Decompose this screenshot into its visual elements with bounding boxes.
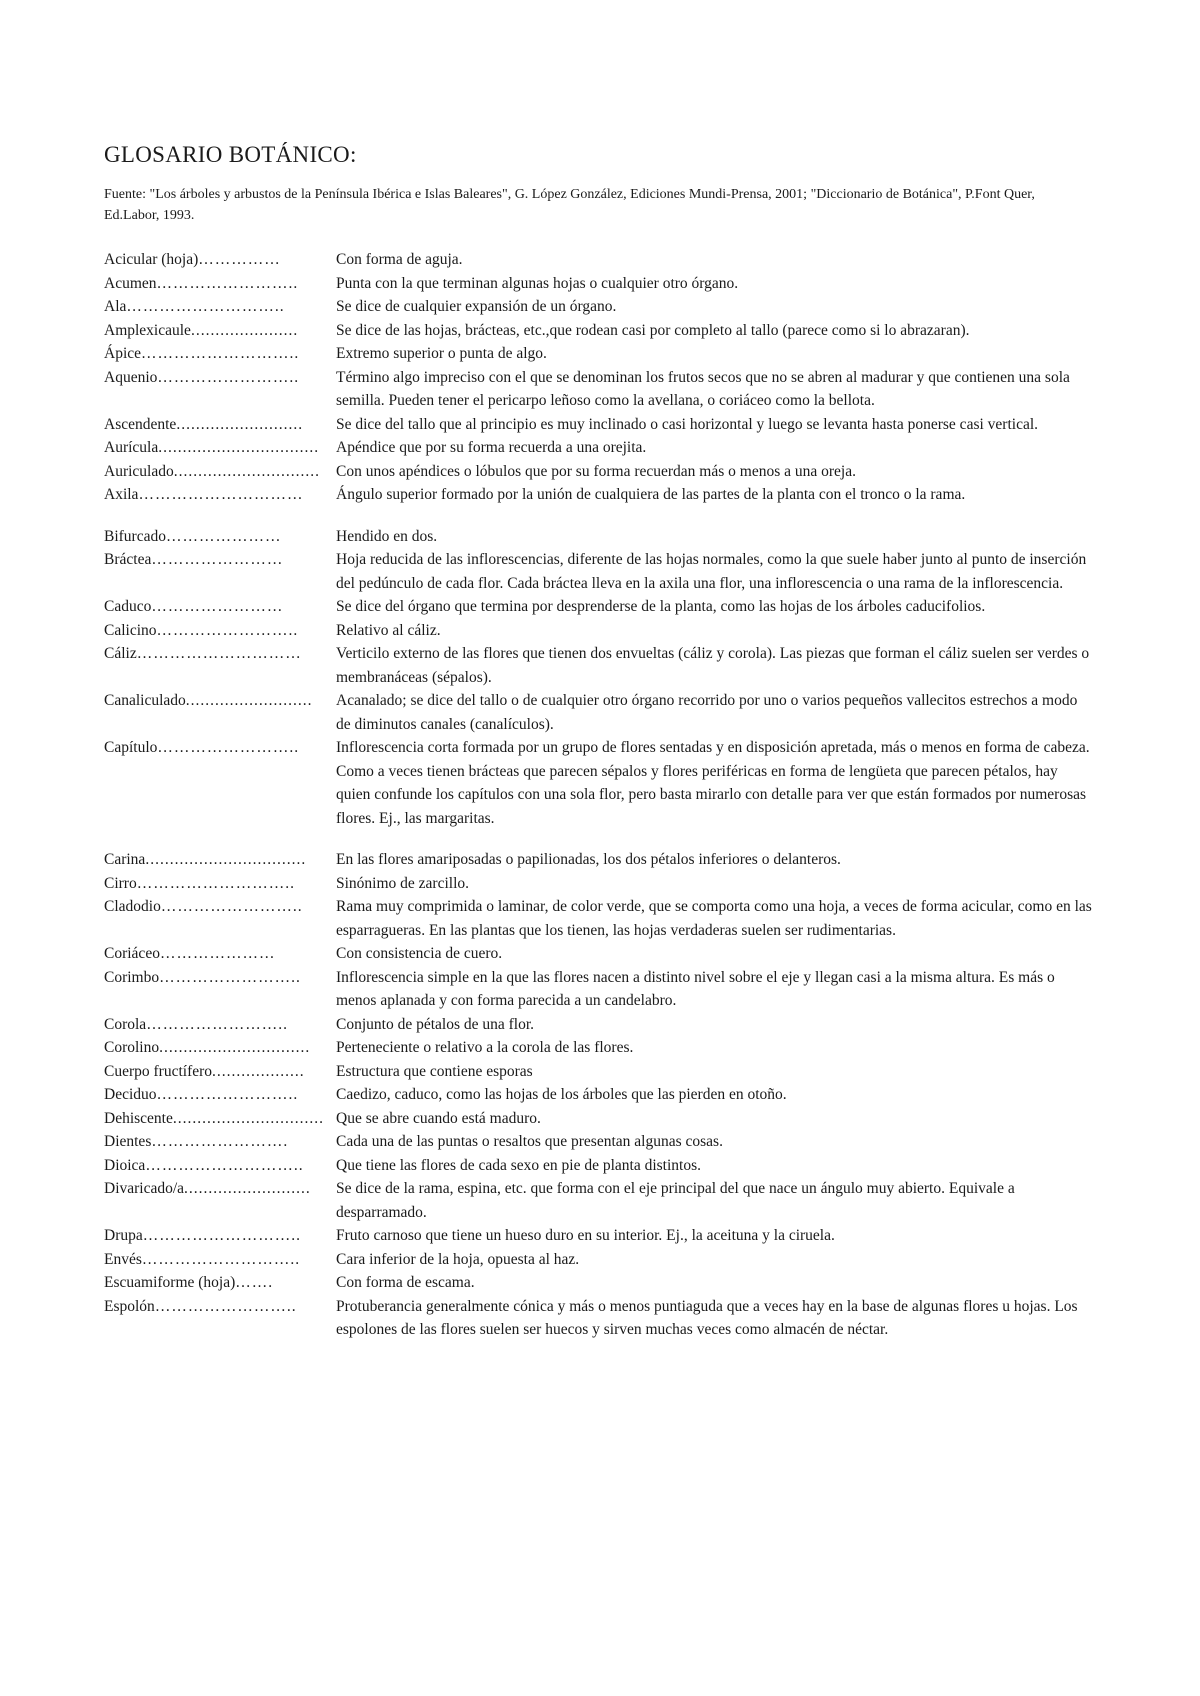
glossary-definition: Con forma de escama. [336,1274,475,1291]
term-leader-dots: ............................... [159,1039,311,1056]
glossary-definition: Verticilo externo de las flores que tienen dos envueltas (cáliz y corola). Las piezas que forman el cáliz suelen ser verdes o membranáceas (sépalos). [336,645,1090,686]
glossary-entry [104,872,1094,896]
glossary-term [104,1130,336,1154]
term-leader-dots: …………………….. [154,1297,297,1315]
glossary-term [104,848,336,872]
glossary-term [104,1036,336,1060]
glossary-definition: Cada una de las puntas o resaltos que presentan algunas cosas. [336,1133,723,1150]
glossary-term [104,895,336,942]
term-name: Auriculado [104,462,174,480]
term-leader-dots: ................................. [145,851,307,868]
term-name: Ascendente [104,415,177,433]
term-leader-dots: …………………….. [156,274,299,292]
term-name: Ápice [104,345,142,362]
glossary-term [104,366,336,413]
term-leader-dots: ………………… [159,945,276,962]
glossary-term [104,1248,336,1272]
term-leader-dots: …………………….. [159,968,301,986]
glossary-definition: En las flores amariposadas o papilionadas, los dos pétalos inferiores o delanteros. [336,851,841,868]
glossary-entry [104,1107,1094,1131]
glossary-definition: Estructura que contiene esporas [336,1062,533,1080]
term-name: Bifurcado [104,527,166,545]
glossary-term [104,966,336,1013]
glossary-term [104,942,336,966]
glossary-term [104,1107,336,1131]
glossary-entry [104,248,1094,272]
term-leader-dots: ……………………….. [145,1156,304,1174]
glossary-entry [104,619,1094,643]
glossary-term [104,1013,336,1037]
glossary-entry [104,736,1094,830]
term-name: Acumen [104,274,157,292]
glossary-definition: Término algo impreciso con el que se denominan los frutos secos que no se abren al madurar y que contienen una sola semilla. Pueden tener el pericarpo leñoso como la avellana, o coriáceo como la bellota. [336,368,1070,409]
glossary-entry [104,1083,1094,1107]
term-leader-dots: ……………………. [151,1133,289,1150]
glossary-entry [104,1224,1094,1248]
glossary-entry [104,460,1094,484]
glossary-term [104,319,336,343]
term-name: Corola [104,1015,147,1033]
glossary-term [104,1060,336,1084]
glossary-entry [104,483,1094,507]
term-name: Cladodio [104,898,161,915]
glossary-entry [104,942,1094,966]
term-name: Dientes [104,1133,152,1150]
source-citation: Fuente: "Los árboles y arbustos de la Península Ibérica e Islas Baleares", G. López González, Ediciones Mundi-Prensa, 2001; "Diccionario de Botánica", P.Font Quer, Ed.Labor, 1993. [104,187,1035,223]
glossary-list [104,248,1094,1342]
glossary-term [104,1224,336,1248]
term-name: Bráctea [104,551,152,568]
term-leader-dots: .......................... [184,1180,311,1197]
term-name: Amplexicaule [104,321,191,339]
glossary-term [104,1271,336,1295]
term-name: Aquenio [104,368,158,386]
glossary-definition: Rama muy comprimida o laminar, de color verde, que se comporta como una hoja, a veces de forma acicular, como en las esparragueras. En las plantas que los tienen, las hojas verdaderas suelen ser rudimentarias. [336,898,1092,939]
glossary-term [104,642,336,689]
term-leader-dots: ………………………… [138,486,304,503]
glossary-entry [104,895,1094,942]
term-name: Ala [104,298,127,315]
term-leader-dots: …………………….. [156,621,299,639]
term-leader-dots: ……………………….. [126,298,285,315]
glossary-term [104,295,336,319]
glossary-definition: Se dice de la rama, espina, etc. que forma con el eje principal del que nace un ángulo muy abierto. Equivale a desparramado. [336,1180,1015,1221]
glossary-definition: Cara inferior de la hoja, opuesta al haz. [336,1250,580,1268]
glossary-definition: Inflorescencia simple en la que las flores nacen a distinto nivel sobre el eje y llegan casi a la misma altura. Es más o menos aplanada y con forma parecida a un candelabro. [336,968,1055,1009]
glossary-term [104,483,336,507]
glossary-definition: Relativo al cáliz. [336,621,441,639]
term-leader-dots: ............................... [172,1109,324,1127]
term-leader-dots: …………………… [151,551,284,568]
term-leader-dots: …………… [198,251,281,268]
glossary-term [104,272,336,296]
glossary-entry [104,319,1094,343]
glossary-definition: Perteneciente o relativo a la corola de las flores. [336,1039,634,1056]
term-name: Drupa [104,1227,143,1244]
term-name: Coriáceo [104,945,160,962]
term-leader-dots: ................... [212,1062,305,1080]
glossary-definition: Conjunto de pétalos de una flor. [336,1015,535,1033]
term-leader-dots: ……………………….. [142,1227,301,1244]
glossary-term [104,548,336,595]
glossary-entry [104,1130,1094,1154]
term-name: Acicular (hoja) [104,251,199,268]
term-name: Divaricado/a [104,1180,185,1197]
glossary-definition: Punta con la que terminan algunas hojas o cualquier otro órgano. [336,274,739,292]
glossary-entry [104,1271,1094,1295]
glossary-term [104,460,336,484]
term-leader-dots: …………………… [151,598,284,615]
glossary-definition: Ángulo superior formado por la unión de cualquiera de las partes de la planta con el tronco o la rama. [336,486,966,503]
glossary-entry [104,1154,1094,1178]
glossary-entry [104,295,1094,319]
glossary-definition: Apéndice que por su forma recuerda a una orejita. [336,439,647,456]
glossary-entry [104,689,1094,736]
glossary-term [104,525,336,549]
glossary-entry [104,642,1094,689]
glossary-entry [104,1177,1094,1224]
glossary-entry [104,272,1094,296]
term-name: Capítulo [104,739,158,756]
term-name: Cáliz [104,645,137,662]
term-name: Corimbo [104,968,160,986]
term-name: Dioica [104,1156,146,1174]
term-leader-dots: …………………….. [156,1086,299,1103]
term-leader-dots: …………………….. [160,898,303,915]
glossary-term [104,248,336,272]
term-name: Canaliculado [104,692,186,709]
term-leader-dots: ………………… [165,527,282,545]
term-leader-dots: …………………….. [157,368,300,386]
term-name: Cuerpo fructífero [104,1062,213,1080]
term-leader-dots: ……………………….. [141,1250,301,1268]
glossary-entry [104,1013,1094,1037]
glossary-definition: Que tiene las flores de cada sexo en pie de planta distintos. [336,1156,701,1174]
term-leader-dots: ……………………….. [136,874,295,892]
glossary-definition: Se dice de cualquier expansión de un órgano. [336,298,617,315]
glossary-definition: Hendido en dos. [336,527,438,545]
term-leader-dots: ………………………… [136,645,302,662]
term-leader-dots: .............................. [173,462,320,480]
glossary-term [104,872,336,896]
term-name: Dehiscente [104,1109,173,1127]
glossary-definition: Con unos apéndices o lóbulos que por su forma recuerdan más o menos a una oreja. [336,462,856,480]
glossary-entry [104,413,1094,437]
term-name: Calicino [104,621,157,639]
term-leader-dots: ……. [235,1274,274,1291]
term-leader-dots: ................................. [158,439,320,456]
glossary-term [104,342,336,366]
glossary-term [104,1177,336,1224]
glossary-definition: Sinónimo de zarcillo. [336,874,470,892]
glossary-term [104,1154,336,1178]
glossary-entry [104,548,1094,595]
glossary-term [104,736,336,830]
term-name: Espolón [104,1297,155,1315]
glossary-entry [104,848,1094,872]
term-leader-dots: ...................... [190,321,299,339]
glossary-term [104,1083,336,1107]
glossary-definition: Con consistencia de cuero. [336,945,503,962]
glossary-term [104,689,336,736]
term-name: Deciduo [104,1086,157,1103]
glossary-entry [104,366,1094,413]
glossary-definition: Extremo superior o punta de algo. [336,345,547,362]
glossary-entry [104,1295,1094,1342]
term-name: Aurícula [104,439,159,456]
glossary-definition: Inflorescencia corta formada por un grupo de flores sentadas y en disposición apretada, más o menos en forma de cabeza. Como a veces tienen brácteas que parecen sépalos y flores periféricas en forma de lengüeta que parecen pétalos, hay quien confunde los capítulos con una sola flor, pero basta mirarlo con detalle para ver que están formados por numerosas flores. Ej., las margaritas. [336,739,1090,827]
glossary-entry [104,1060,1094,1084]
glossary-term [104,595,336,619]
glossary-definition: Caedizo, caduco, como las hojas de los árboles que las pierden en otoño. [336,1086,787,1103]
glossary-definition: Acanalado; se dice del tallo o de cualquier otro órgano recorrido por uno o varios pequeños vallecitos estrechos a modo de diminutos canales (canalículos). [336,692,1078,733]
term-leader-dots: …………………….. [157,739,300,756]
term-name: Cirro [104,874,137,892]
term-name: Axila [104,486,139,503]
term-name: Caduco [104,598,152,615]
glossary-definition: Hoja reducida de las inflorescencias, diferente de las hojas normales, como la que suele haber junto al punto de inserción del pedúnculo de cada flor. Cada bráctea lleva en la axila una flor, una inflorescencia o una rama de la inflorescencia. [336,551,1087,592]
glossary-entry [104,436,1094,460]
glossary-definition: Con forma de aguja. [336,251,463,268]
glossary-term [104,413,336,437]
term-name: Carina [104,851,146,868]
glossary-definition: Protuberancia generalmente cónica y más o menos puntiaguda que a veces hay en la base de algunas flores u hojas. Los espolones de las flores suelen ser huecos y sirven muchas veces como almacén de néctar. [336,1297,1078,1338]
glossary-entry [104,342,1094,366]
glossary-term [104,619,336,643]
glossary-definition: Se dice del órgano que termina por desprenderse de la planta, como las hojas de los árboles caducifolios. [336,598,986,615]
term-leader-dots: .......................... [176,415,304,433]
term-leader-dots: …………………….. [146,1015,288,1033]
glossary-entry [104,595,1094,619]
term-leader-dots: .......................... [185,692,313,709]
glossary-entry [104,966,1094,1013]
glossary-entry [104,1036,1094,1060]
term-name: Corolino [104,1039,160,1056]
page-title: GLOSARIO BOTÁNICO: [104,142,357,167]
term-name: Escuamiforme (hoja) [104,1274,236,1291]
glossary-entry [104,1248,1094,1272]
glossary-definition: Se dice del tallo que al principio es muy inclinado o casi horizontal y luego se levanta hasta ponerse casi vertical. [336,415,1039,433]
term-name: Envés [104,1250,142,1268]
term-leader-dots: ……………………….. [141,345,300,362]
glossary-entry [104,525,1094,549]
glossary-definition: Fruto carnoso que tiene un hueso duro en su interior. Ej., la aceituna y la ciruela. [336,1227,835,1244]
glossary-term [104,1295,336,1342]
glossary-definition: Que se abre cuando está maduro. [336,1109,541,1127]
glossary-definition: Se dice de las hojas, brácteas, etc.,que rodean casi por completo al tallo (parece como si lo abrazaran). [336,321,970,339]
glossary-term [104,436,336,460]
